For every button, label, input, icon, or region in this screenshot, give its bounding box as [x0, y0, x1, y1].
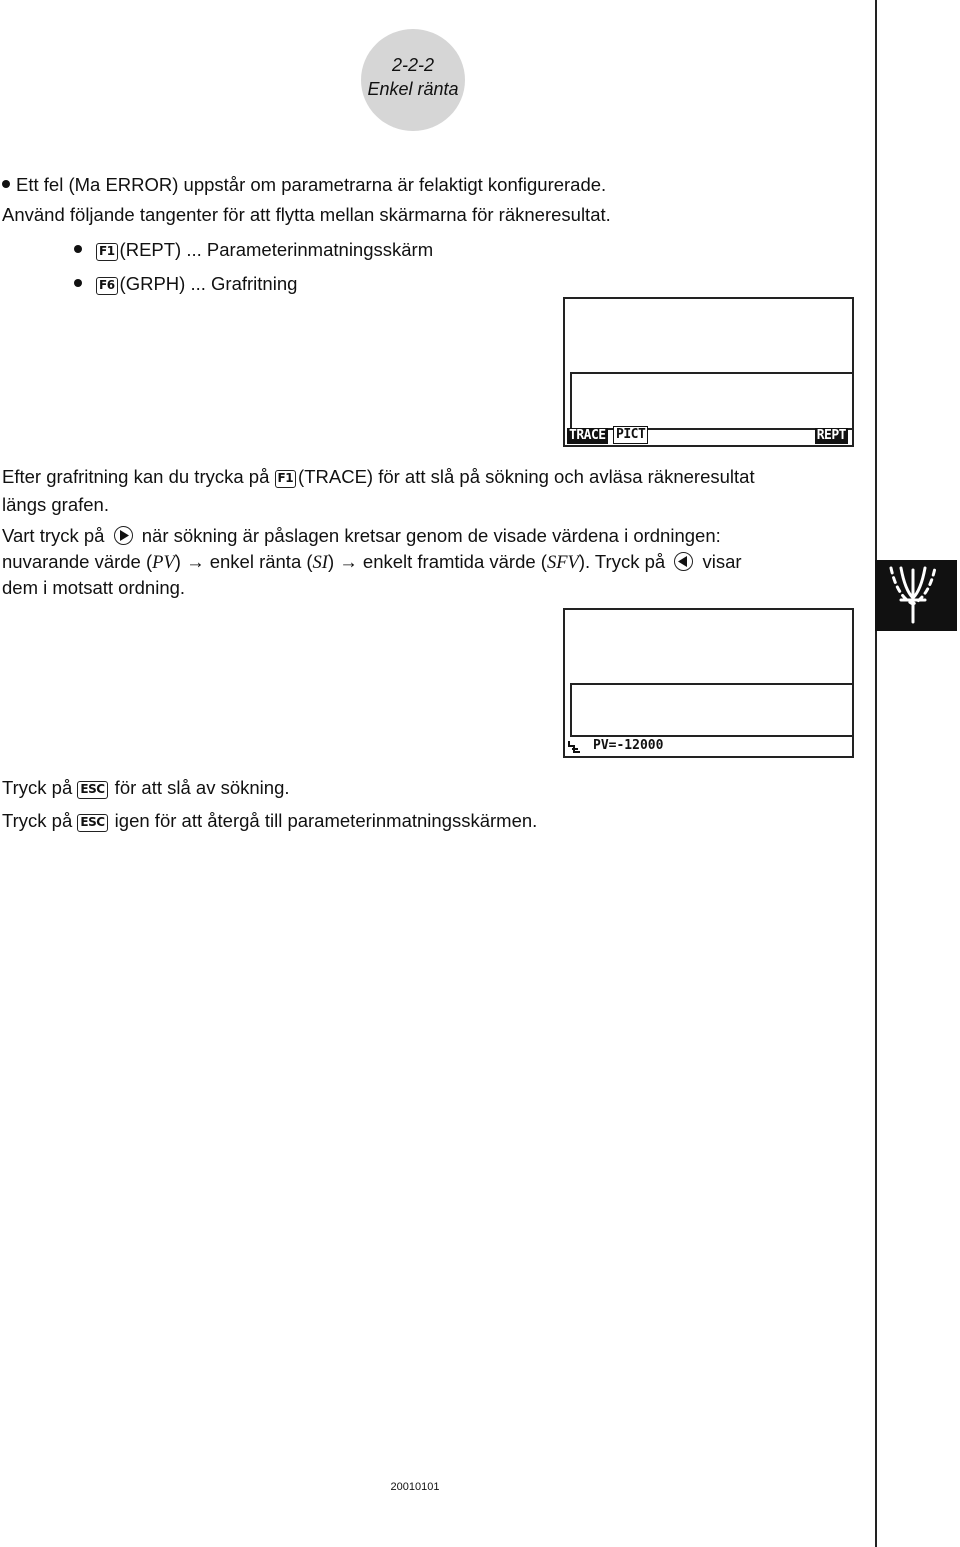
- calculator-screen-trace: [563, 608, 854, 758]
- chapter-tab: [875, 560, 957, 631]
- fkey-pict: PICT: [613, 426, 648, 444]
- esc-line2: Tryck på ESC igen för att återgå till parameterinmatningsskärmen.: [2, 810, 538, 831]
- f6-key-icon: F6: [96, 277, 118, 295]
- list-item: F1 (REPT) ... Parameterinmatningsskärm: [74, 238, 433, 262]
- f1-key-icon: F1: [96, 243, 118, 261]
- trace-cursor-icon: [568, 740, 581, 753]
- calculator-screen-graph: [563, 297, 854, 447]
- section-number: 2-2-2: [391, 55, 435, 75]
- f1-key-icon: F1: [275, 470, 297, 488]
- cycle-paragraph-line3: dem i motsatt ordning.: [2, 577, 186, 598]
- esc-key-icon: ESC: [77, 781, 107, 799]
- graph-area: [570, 372, 852, 430]
- margin-rule: [875, 0, 877, 1547]
- trace-paragraph-line1: Efter grafritning kan du trycka på F1 (TRACE) för att slå på sökning och avläsa räkneresultat: [2, 466, 755, 487]
- bullet: [74, 279, 82, 287]
- fkey-rept: REPT: [816, 428, 846, 443]
- right-arrow-key-icon: [114, 526, 133, 545]
- fkey-trace: TRACE: [569, 428, 606, 443]
- graph-mode-icon: [875, 560, 957, 631]
- graph-area: [570, 683, 852, 737]
- trace-paragraph-line2: längs grafen.: [2, 494, 109, 515]
- section-badge: [361, 29, 465, 131]
- left-arrow-key-icon: [674, 552, 693, 571]
- error-note: Ett fel (Ma ERROR) uppstår om parametrarna är felaktigt konfigurerade.: [2, 173, 606, 197]
- cycle-paragraph-line1: Vart tryck på när sökning är påslagen kretsar genom de visade värdena i ordningen:: [2, 525, 721, 546]
- bullet: [74, 245, 82, 253]
- cycle-paragraph-line2: nuvarande värde (PV) → enkel ränta (SI) → enkelt framtida värde (SFV). Tryck på visar: [2, 551, 742, 573]
- pv-readout: PV=-12000: [593, 738, 664, 753]
- list-item: F6 (GRPH) ... Grafritning: [74, 272, 297, 296]
- section-title: Enkel ränta: [367, 79, 459, 99]
- intro-text: Använd följande tangenter för att flytta mellan skärmarna för räkneresultat.: [2, 204, 611, 225]
- esc-line1: Tryck på ESC för att slå av sökning.: [2, 777, 290, 798]
- esc-key-icon: ESC: [77, 814, 107, 832]
- footer-code: 20010101: [390, 1481, 440, 1493]
- bullet: [2, 180, 10, 188]
